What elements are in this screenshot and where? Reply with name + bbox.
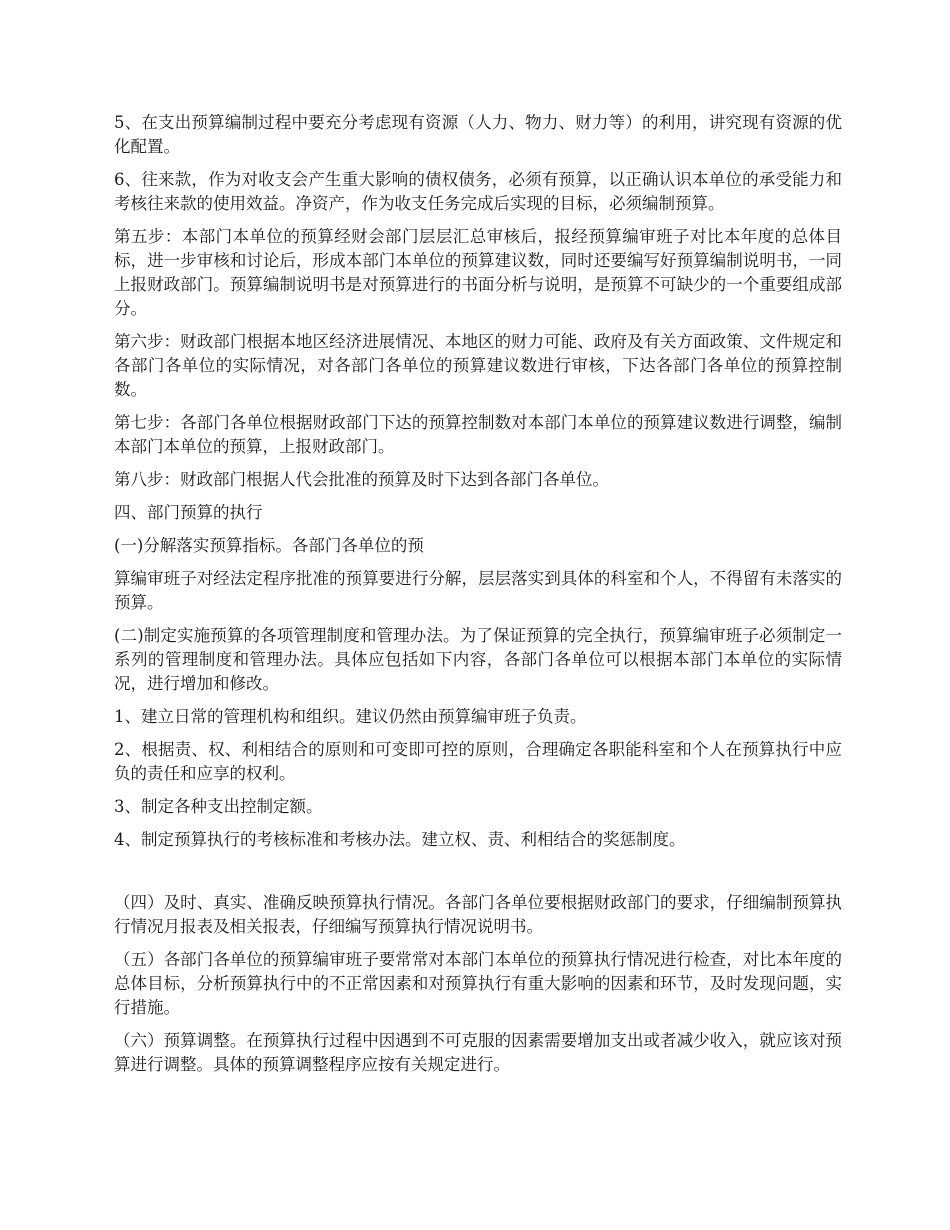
list-item: 4、制定预算执行的考核标准和考核办法。建立权、责、利相结合的奖惩制度。	[114, 830, 686, 849]
section-heading: 四、部门预算的执行	[114, 503, 263, 522]
list-item: 2、根据责、权、利相结合的原则和可变即可控的原则，合理确定各职能科室和个人在预算执行中应负的责任和应享的权利。	[114, 740, 842, 783]
paragraph: (一)分解落实预算指标。各部门各单位的预	[114, 536, 424, 555]
paragraph: 第七步：各部门各单位根据财政部门下达的预算控制数对本部门本单位的预算建议数进行调整，编制本部门本单位的预算，上报财政部门。	[114, 413, 842, 456]
paragraph: 5、在支出预算编制过程中要充分考虑现有资源（人力、物力、财力等）的利用，讲究现有资源的优化配置。	[114, 113, 842, 156]
paragraph: 6、往来款，作为对收支会产生重大影响的债权债务，必须有预算，以正确认识本单位的承受能力和考核往来款的使用效益。净资产，作为收支任务完成后实现的目标，必须编制预算。	[114, 170, 842, 213]
paragraph: 算编审班子对经法定程序批准的预算要进行分解，层层落实到具体的科室和个人，不得留有未落实的预算。	[114, 569, 842, 612]
paragraph: 第六步：财政部门根据本地区经济进展情况、本地区的财力可能、政府及有关方面政策、文件规定和各部门各单位的实际情况，对各部门各单位的预算建议数进行审核，下达各部门各单位的预算控制数。	[114, 332, 842, 399]
paragraph: （四）及时、真实、准确反映预算执行情况。各部门各单位要根据财政部门的要求，仔细编制预算执行情况月报表及相关报表，仔细编写预算执行情况说明书。	[114, 893, 842, 936]
spacer	[114, 861, 842, 891]
paragraph: 第五步：本部门本单位的预算经财会部门层层汇总审核后，报经预算编审班子对比本年度的总体目标，进一步审核和讨论后，形成本部门本单位的预算建议数，同时还要编写好预算编制说明书，一同上报财政部门。预算编制说明书是对预算进行的书面分析与说明，是预算不可缺少的一个重要组成部分。	[114, 227, 842, 318]
paragraph: （六）预算调整。在预算执行过程中因遇到不可克服的因素需要增加支出或者减少收入，就应该对预算进行调整。具体的预算调整程序应按有关规定进行。	[114, 1031, 842, 1074]
paragraph: (二)制定实施预算的各项管理制度和管理办法。为了保证预算的完全执行，预算编审班子必须制定一系列的管理制度和管理办法。具体应包括如下内容，各部门各单位可以根据本部门本单位的实际情况，进行增加和修改。	[114, 626, 842, 693]
paragraph: 第八步：财政部门根据人代会批准的预算及时下达到各部门各单位。	[114, 470, 609, 489]
list-item: 1、建立日常的管理机构和组织。建议仍然由预算编审班子负责。	[114, 707, 587, 726]
list-item: 3、制定各种支出控制定额。	[114, 797, 323, 816]
paragraph: （五）各部门各单位的预算编审班子要常常对本部门本单位的预算执行情况进行检查，对比本年度的总体目标，分析预算执行中的不正常因素和对预算执行有重大影响的因素和环节，及时发现问题，实行措施。	[114, 950, 842, 1017]
document-body	[114, 111, 842, 1086]
